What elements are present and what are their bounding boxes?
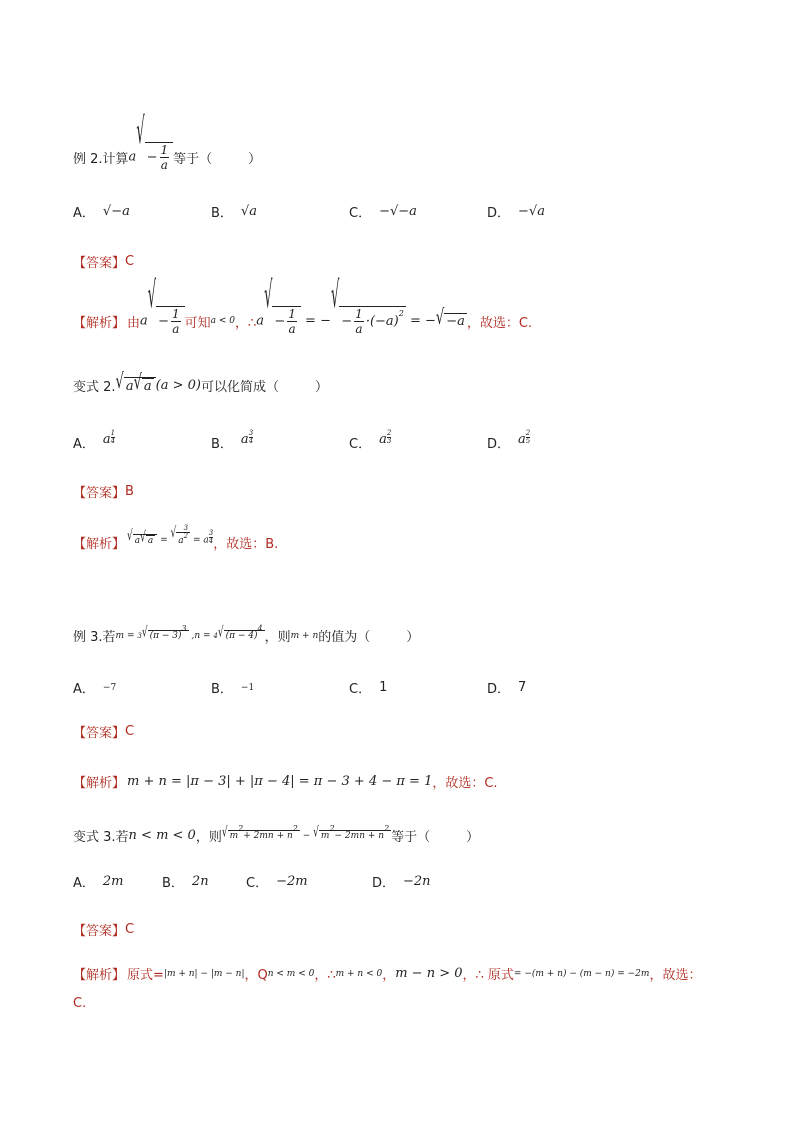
answer-tag: 【答案】 (73, 256, 126, 271)
ex2-question (73, 112, 262, 172)
var2-option-a[interactable]: A． a $\frac{1}{4}$ (73, 429, 116, 452)
ex2-expression: a √ − $\frac{1}{a}$ (129, 142, 174, 172)
ex3-prefix: 例 3.若 (73, 630, 116, 645)
var2-prefix: 变式 2. (73, 380, 116, 395)
var3-option-b[interactable]: B． 2n (162, 874, 209, 891)
answer-tag: 【答案】 (73, 726, 126, 741)
var2-option-d[interactable]: D． a $\frac{2}{5}$ (487, 429, 531, 452)
ex3-option-a[interactable]: A． −7 (73, 682, 117, 697)
analysis-expr: √ a √ a = √ a 3 2 = a $\frac{3}{4}$ (127, 524, 214, 547)
var3-prefix: 变式 3.若 (73, 830, 129, 845)
analysis-tag: 【解析】 (73, 315, 126, 331)
analysis-tag: 【解析】 (73, 776, 126, 791)
var2-answer (73, 482, 134, 501)
answer-tag: 【答案】 (73, 924, 126, 939)
var3-answer (73, 920, 134, 939)
ex2-suffix: 等于（ (173, 151, 213, 167)
ex2-close: ） (248, 151, 262, 167)
analysis-expr-1: a √ − $\frac{1}{a}$ (140, 306, 185, 336)
var3-question: 变式 3.若 n < m < 0 ，则 √ m 2 + 2mn + n 2 − √ m 2 − 2mn + n 2 等于（ ） (73, 823, 480, 845)
analysis-expr: m + n = |π − 3| + |π − 4| = π − 3 + 4 − π = 1 (127, 774, 433, 789)
ex2-option-a[interactable]: A． √−a (73, 204, 130, 221)
var3-analysis-cont: C. (73, 996, 87, 1011)
var3-expression: √ m 2 + 2mn + n 2 − √ m 2 − 2mn + n 2 (221, 823, 390, 842)
var2-close: ） (315, 380, 329, 395)
var2-expression: √ a √ a (a > 0) (115, 370, 201, 396)
ex3-option-d[interactable]: D． 7 (487, 680, 527, 697)
ex2-analysis: 【解析】 由 a √ − $\frac{1}{a}$ 可知 a < 0 ，∴ a √ − $\frac{1}{a}$ = − √ − $\frac{1}{a}$ ·(−a) 2 = − √ −a ，故选：C. (73, 276, 533, 336)
ex3-option-b[interactable]: B． −1 (211, 682, 255, 697)
ex2-prefix: 例 2.计算 (73, 151, 129, 167)
ex2-option-d[interactable]: D． −√a (487, 204, 545, 221)
analysis-expr-3: a √ − $\frac{1}{a}$ = − √ − $\frac{1}{a}$ ·(−a) 2 = − √ −a (256, 276, 465, 336)
var2-suffix: 可以化简成（ (201, 380, 280, 395)
analysis-expr-2: a < 0 (210, 316, 236, 326)
var2-option-b[interactable]: B． a $\frac{3}{4}$ (211, 429, 254, 452)
answer-value: C (125, 254, 135, 269)
analysis-tag: 【解析】 (73, 968, 126, 983)
var3-analysis: 【解析】 原式= |m + n| − |m − n| ，Q n < m < 0 ，∴ m + n < 0 ， m − n > 0 ，∴ 原式 = −(m + n) − (m − n) = −2m ，故选： (73, 966, 702, 983)
var3-option-c[interactable]: C． −2m (246, 874, 308, 891)
answer-value: B (125, 484, 134, 499)
var2-analysis: 【解析】 √ a √ a = √ a 3 2 = a $\frac{3}{4}$ ，故选：B. (73, 524, 279, 552)
ex3-expression: m = 3 √ (π − 3) 3 ,n = 4 √ (π − 4) 4 (115, 623, 263, 642)
ex3-analysis: 【解析】 m + n = |π − 3| + |π − 4| = π − 3 + 4 − π = 1 ，故选：C. (73, 774, 498, 791)
var3-option-d[interactable]: D． −2n (372, 874, 431, 891)
ex2-option-c[interactable]: C． −√−a (349, 204, 417, 221)
ex2-option-b[interactable]: B． √a (211, 204, 257, 221)
answer-tag: 【答案】 (73, 486, 126, 501)
ex3-answer (73, 722, 134, 741)
answer-value: C (125, 922, 135, 937)
var3-option-a[interactable]: A． 2m (73, 874, 124, 891)
ex3-question: 例 3.若 m = 3 √ (π − 3) 3 ,n = 4 √ (π − 4) 4 ，则 m + n 的值为（ ） (73, 623, 420, 645)
analysis-tag: 【解析】 (73, 536, 126, 552)
var2-option-c[interactable]: C． a $\frac{2}{3}$ (349, 429, 392, 452)
ex3-option-c[interactable]: C． 1 (349, 680, 388, 697)
answer-value: C (125, 724, 135, 739)
ex2-answer (73, 252, 134, 271)
var2-question (73, 370, 329, 396)
